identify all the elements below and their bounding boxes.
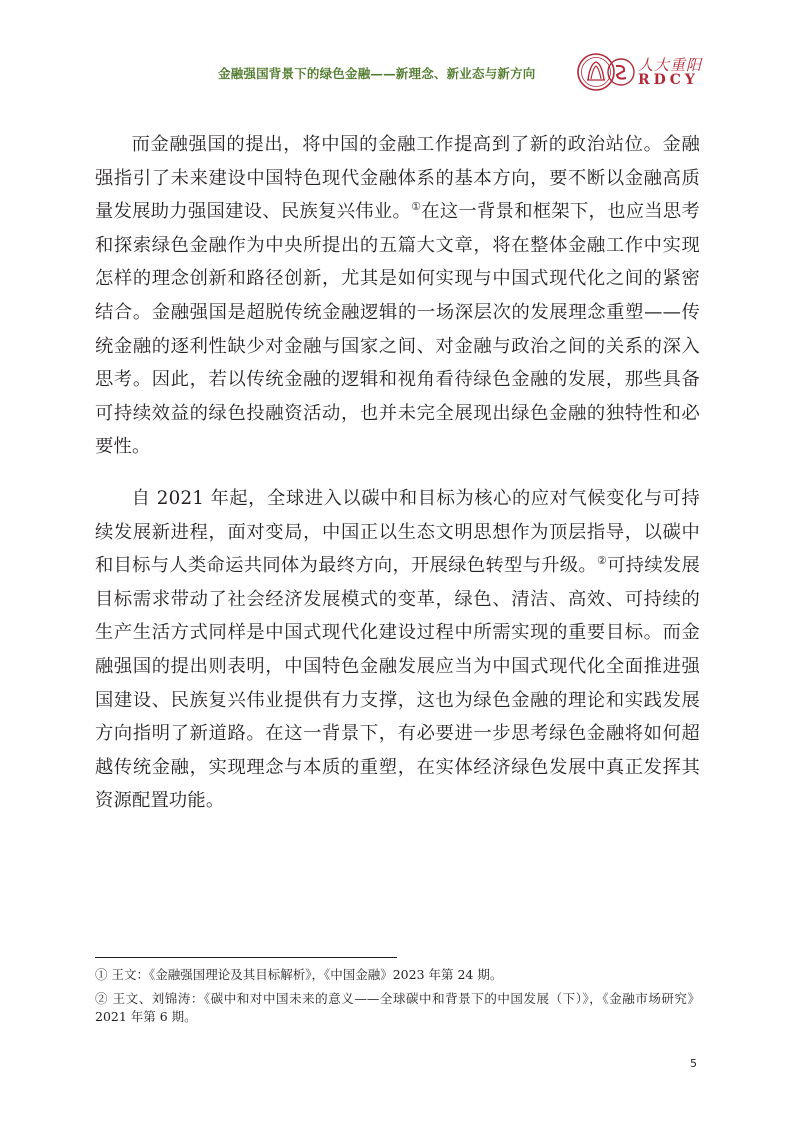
rdcy-logo — [576, 52, 706, 92]
footnotes — [95, 966, 700, 1026]
footnote-ref-1: ① — [411, 200, 422, 214]
logo-english-text: RDCY — [638, 72, 699, 88]
page-number: 5 — [690, 1057, 697, 1070]
paragraph-1-text-a: 而金融强国的提出，将中国的金融工作提高到了新的政治站位。金融强指引了未来建设中国特色现代金融体系的基本方向，要不断以金融高质量发展助力强国建设、民族复兴伟业。 — [95, 134, 700, 223]
footnote-divider — [95, 957, 397, 958]
logo-chinese-text: 人大重阳 — [638, 56, 703, 74]
paragraph-2 — [95, 482, 700, 818]
paragraph-2-text-a: 自 2021 年起，全球进入以碳中和目标为核心的应对气候变化与可持续发展新进程，面对变局，中国正以生态文明思想作为顶层指导，以碳中和目标与人类命运共同体为最终方向，开展绿色转型与升级。 — [95, 487, 700, 577]
footnote-2: ② 王文、刘锦涛：《碳中和对中国未来的意义——全球碳中和背景下的中国发展（下）》，《金融市场研究》2021 年第 6 期。 — [95, 991, 700, 1024]
footnote-1: ① 王文：《金融强国理论及其目标解析》，《中国金融》2023 年第 24 期。 — [95, 967, 503, 982]
paragraph-2-text-b: 可持续发展目标需求带动了社会经济发展模式的变革，绿色、清洁、高效、可持续的生产生活方式同样是中国式现代化建设过程中所需实现的重要目标。而金融强国的提出则表明，中国特色金融发展应当为中国式现代化全面推进强国建设、民族复兴伟业提供有力支撑，这也为绿色金融的理论和实践发展方向指明了新道路。在这一背景下，有必要进一步思考绿色金融将如何超越传统金融，实现理念与本质的重塑，在实体经济绿色发展中真正发挥其资源配置功能。 — [95, 555, 701, 812]
paragraph-1 — [95, 128, 700, 464]
seal-logo-icon — [576, 52, 636, 92]
running-header-title: 金融强国背景下的绿色金融——新理念、新业态与新方向 — [218, 66, 536, 81]
body-text — [95, 128, 700, 818]
paragraph-1-text-b: 在这一背景和框架下，也应当思考和探索绿色金融作为中央所提出的五篇大文章，将在整体金融工作中实现怎样的理念创新和路径创新，尤其是如何实现与中国式现代化之间的紧密结合。金融强国是超脱传统金融逻辑的一场深层次的发展理念重塑——传统金融的逐利性缺少对金融与国家之间、对金融与政治之间的关系的深入思考。因此，若以传统金融的逻辑和视角看待绿色金融的发展，那些具备可持续效益的绿色投融资活动，也并未完全展现出绿色金融的独特性和必要性。 — [95, 201, 700, 458]
footnote-ref-2: ② — [596, 554, 608, 568]
